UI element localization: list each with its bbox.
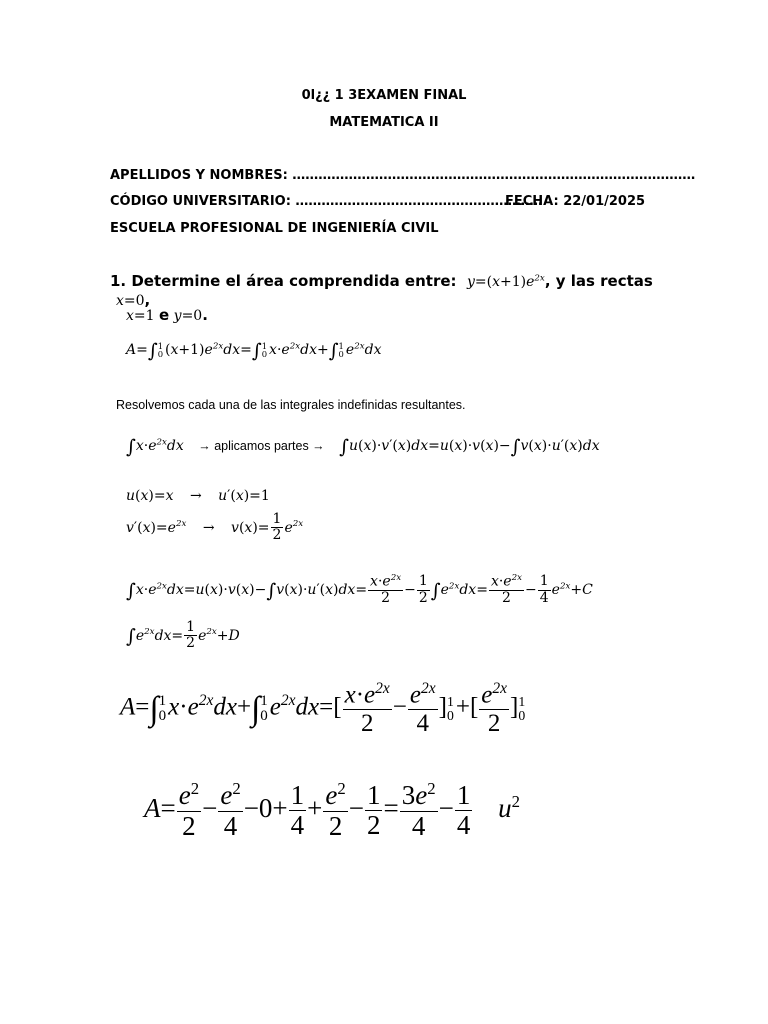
- parts-arrow-text: → aplicamos partes →: [198, 439, 325, 454]
- line-x1: x=1: [126, 308, 155, 324]
- question-comma: ,: [144, 291, 151, 309]
- question-1-cont: [126, 306, 208, 325]
- course-title: MATEMATICA II: [329, 115, 439, 130]
- exp-integral: $\int e^{2x}dx=$ $\frac{1}{2}$ $e^{2x}+D$: [126, 619, 240, 652]
- question-and: e: [159, 306, 170, 324]
- parts-result: $\int x\cdot e^{2x}dx=u(x)\cdot v(x)-\int v(x)\cdot u'(x)dx=$ $\frac{x\cdot e^{2x}}{2}$ − $\frac{1}{2}$ $\int e^{2x}dx=$ $\frac{x\cdot e^{2x}}{2}$ − $\frac{1}{4}$ $e^{2x}+C$: [126, 573, 593, 607]
- code-field: CÓDIGO UNIVERSITARIO: …………………………………………………: [110, 194, 543, 209]
- school-field: ESCUELA PROFESIONAL DE INGENIERÍA CIVIL: [110, 221, 439, 236]
- question-1: [110, 272, 670, 309]
- parts-formula: $\int x\cdot e^{2x}dx$ → aplicamos partes → ∫u(x)·v′(x)dx=u(x)·v(x)−∫v(x)·u′(x)dx: [126, 436, 600, 458]
- function-formula: $y=(x+1)e^{2x}$: [466, 273, 545, 290]
- area-result: A= $\frac{e^2}{2}$ − $\frac{e^2}{4}$ −0+ $\frac{1}{4}$ + $\frac{e^2}{2}$ − $\frac{1}{2}$ = $\frac{3e^2}{4}$ − $\frac{1}{4}$ $u^2$: [144, 779, 520, 841]
- solution-note: Resolvemos cada una de las integrales indefinidas resultantes.: [116, 398, 466, 412]
- v-definition: $v'(x)=e^{2x} \to v(x)=$ $\frac{1}{2}$ $e^{2x}$: [126, 511, 304, 544]
- date-field: FECHA: 22/01/2025: [505, 194, 646, 209]
- question-text-lines: , y las rectas: [544, 272, 653, 290]
- question-text: 1. Determine el área comprendida entre:: [110, 272, 457, 290]
- line-y0: y=0: [173, 308, 203, 324]
- question-period: .: [202, 306, 208, 324]
- exam-title: 0l¿¿ 1 3EXAMEN FINAL: [301, 88, 467, 103]
- names-field: APELLIDOS Y NOMBRES: …………………………………………………………………………………: [110, 168, 696, 183]
- u-definition: u(x)=x → u′(x)=1: [126, 488, 270, 504]
- line-x0: x=0: [116, 293, 145, 309]
- area-integral-split: A=∫ 1 0 $(x+1)e^{2x}dx=\int$ 1 0 $x\cdot e^{2x}dx+\int$ 1 0 $e^{2x}dx$: [126, 340, 382, 362]
- area-evaluation: A=∫ 1 0 $x\cdot e^{2x}dx+\int$ 1 0 $e^{2x}dx=$[ $\frac{x\cdot e^{2x}}{2}$ − $\frac{e^{2x}}{4}$ ] 1 0 +[ $\frac{e^{2x}}{2}$ ] 1 0: [120, 680, 526, 737]
